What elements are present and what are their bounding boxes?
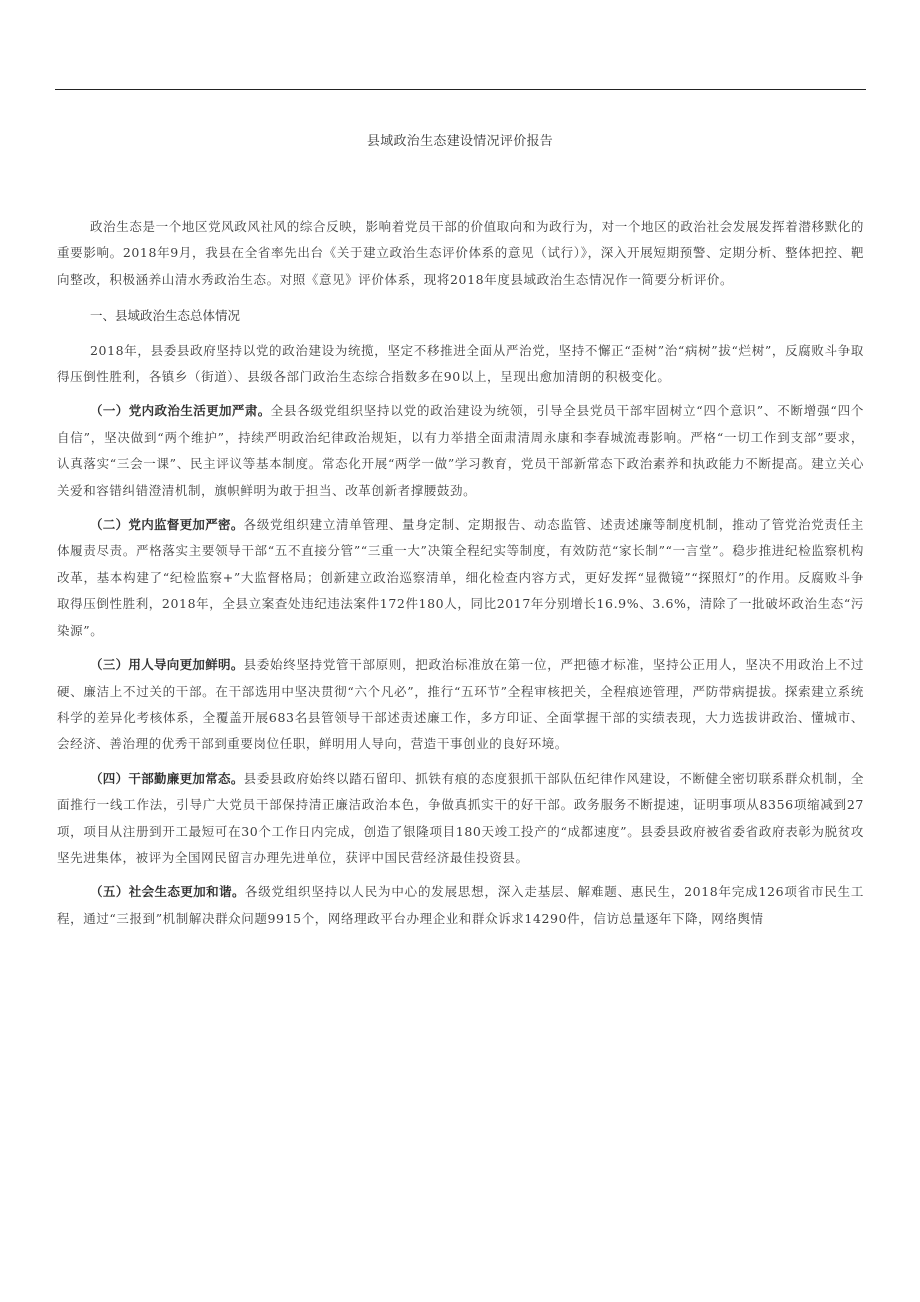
subsection-lead-5: （五）社会生态更加和谐。 [90, 884, 245, 900]
document-body [57, 214, 864, 940]
subsection-paragraph-2 [57, 512, 864, 644]
subsection-lead-3: （三）用人导向更加鲜明。 [90, 657, 244, 673]
subsection-lead-2: （二）党内监督更加严密。 [90, 517, 244, 533]
document-title: 县域政治生态建设情况评价报告 [366, 134, 554, 149]
subsection-text-2: 各级党组织建立清单管理、量身定制、定期报告、动态监管、述责述廉等制度机制，推动了管党治党责任主体履责尽责。严格落实主要领导干部“五不直接分管”“三重一大”决策全程纪实等制度，有效防范“家长制”“一言堂”。稳步推进纪检监察机构改革，基本构建了“纪检监察+”大监督格局；创新建立政治巡察清单，细化检查内容方式，更好发挥“显微镜”“探照灯”的作用。反腐败斗争取得压倒性胜利，2018年，全县立案查处违纪违法案件172件180人，同比2017年分别增长16.9%、3.6%，清除了一批破坏政治生态“污染源”。 [57, 517, 864, 638]
subsection-lead-4: （四）干部勤廉更加常态。 [90, 770, 244, 786]
header-rule [55, 89, 866, 90]
subsection-text-3: 县委始终坚持党管干部原则，把政治标准放在第一位，严把德才标准，坚持公正用人，坚决不用政治上不过硬、廉洁上不过关的干部。在干部选用中坚决贯彻“六个凡必”，推行“五环节”全程审核把关，全程痕迹管理，严防带病提拔。探索建立系统科学的差异化考核体系，全覆盖开展683名县管领导干部述责述廉工作，多方印证、全面掌握干部的实绩表现，大力选拔讲政治、懂城市、会经济、善治理的优秀干部到重要岗位任职，鲜明用人导向，营造干事创业的良好环境。 [57, 657, 864, 752]
subsection-paragraph-5 [57, 879, 864, 932]
subsection-text-4: 县委县政府始终以踏石留印、抓铁有痕的态度狠抓干部队伍纪律作风建设，不断健全密切联系群众机制，全面推行一线工作法，引导广大党员干部保持清正廉洁政治本色，争做真抓实干的好干部。政务服务不断提速，证明事项从8356项缩减到27项，项目从注册到开工最短可在30个工作日内完成，创造了银隆项目180天竣工投产的“成都速度”。县委县政府被省委省政府表彰为脱贫攻坚先进集体，被评为全国网民留言办理先进单位，获评中国民营经济最佳投资县。 [57, 770, 864, 865]
intro-paragraph: 政治生态是一个地区党风政风社风的综合反映，影响着党员干部的价值取向和为政行为，对一个地区的政治社会发展发挥着潜移默化的重要影响。2018年9月，我县在全省率先出台《关于建立政治生态评价体系的意见（试行）》，深入开展短期预警、定期分析、整体把控、靶向整改，积极涵养山清水秀政治生态。对照《意见》评价体系，现将2018年度县域政治生态情况作一简要分析评价。 [57, 219, 864, 287]
subsection-text-5: 各级党组织坚持以人民为中心的发展思想，深入走基层、解难题、惠民生，2018年完成126项省市民生工程，通过“三报到”机制解决群众问题9915个，网络理政平台办理企业和群众诉求14290件，信访总量逐年下降，网络舆情 [57, 884, 864, 926]
subsection-text-1: 全县各级党组织坚持以党的政治建设为统领，引导全县党员干部牢固树立“四个意识”、不断增强“四个自信”，坚决做到“两个维护”，持续严明政治纪律政治规矩，以有力举措全面肃清周永康和李春城流毒影响。严格“一切工作到支部”要求，认真落实“三会一课”、民主评议等基本制度。常态化开展“两学一做”学习教育，党员干部新常态下政治素养和执政能力不断提高。建立关心关爱和容错纠错澄清机制，旗帜鲜明为敢于担当、改革创新者撑腰鼓劲。 [57, 403, 864, 498]
subsection-lead-1: （一）党内政治生活更加严肃。 [90, 403, 271, 419]
subsection-paragraph-3 [57, 652, 864, 758]
subsection-paragraph-1 [57, 398, 864, 504]
section-heading-1: 一、县域政治生态总体情况 [90, 308, 241, 324]
subsection-paragraph-4 [57, 766, 864, 872]
section1-intro-paragraph: 2018年，县委县政府坚持以党的政治建设为统揽，坚定不移推进全面从严治党，坚持不懈正“歪树”治“病树”拔“烂树”，反腐败斗争取得压倒性胜利，各镇乡（街道）、县级各部门政治生态综合指数多在90以上，呈现出愈加清朗的积极变化。 [57, 342, 864, 385]
